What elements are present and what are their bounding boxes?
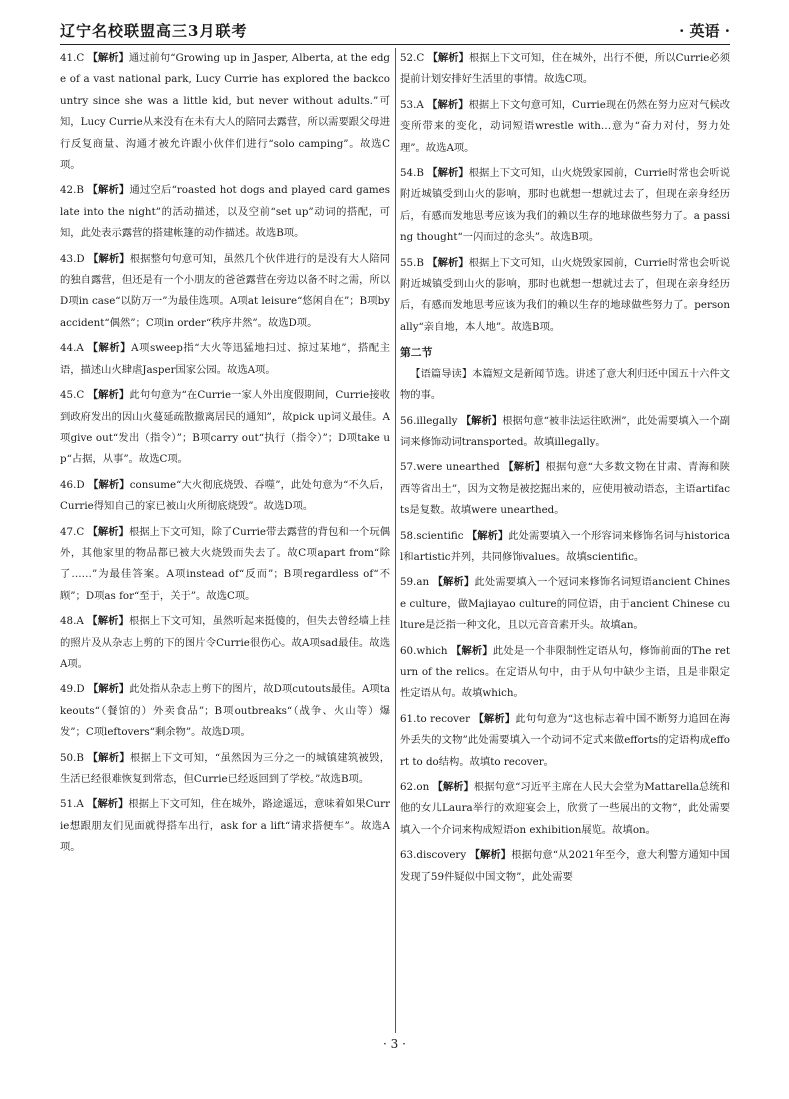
answer-entry (60, 522, 390, 608)
answer-choice: to recover (416, 712, 470, 725)
analysis-tag: 【解析】 (87, 525, 129, 538)
analysis-text: 根据上下文可知，虽然听起来挺傻的，但失去曾经墙上挂的照片及从杂志上剪的下的图片令Currie很伤心。故A项sad最佳。故选A项。 (60, 615, 390, 670)
answer-choice: C (76, 52, 85, 64)
answer-choice: B (76, 184, 84, 197)
analysis-tag: 【解析】 (87, 389, 130, 402)
answer-choice: were unearthed (416, 461, 500, 474)
analysis-text: 根据上下文可知，山火烧毁家园前，Currie时常也会听说附近城镇受到山火的影响，那时也就想一想就过去了，但现在亲身经历后，有感而发地思考应该为我们的赖以生存的地球做些努力了。a passing thought“一闪而过的念头”。故选B项。 (400, 167, 730, 244)
analysis-tag: 【解析】 (87, 615, 130, 628)
answer-entry (400, 253, 730, 339)
answer-choice: A (76, 342, 84, 355)
question-number: 48. (60, 615, 77, 628)
analysis-tag: 【解析】 (427, 256, 469, 269)
analysis-text: 根据句意“被非法运往欧洲”，此处需要填入一个副词来修饰动词transported。故填illegally。 (400, 414, 730, 448)
answer-entry (400, 526, 730, 569)
question-number: 47. (60, 525, 77, 538)
passage-guide: 【语篇导读】本篇短文是新闻节选。讲述了意大利归还中国五十六件文物的事。 (400, 367, 730, 402)
left-column (60, 48, 390, 1048)
analysis-text: 根据上下文可知，除了Currie带去露营的背包和一个玩偶外，其他家里的物品都已被大火烧毁而失去了。故C项apart from“除了……”为最佳答案。A项instead of“反而”；B项regardless of“不顾”；D项as for“至于，关于”。故选C项。 (60, 525, 390, 602)
answer-entry (400, 457, 730, 521)
analysis-text: 此句句意为“这也标志着中国不断努力追回在海外丢失的文物”此处需要填入一个动词不定式来做efforts的定语构成effort to do结构。故填to recover。 (400, 712, 730, 768)
analysis-tag: 【解析】 (427, 52, 469, 64)
answer-choice: C (416, 52, 425, 64)
analysis-tag: 【解析】 (87, 52, 129, 64)
column-divider (395, 48, 396, 1033)
analysis-text: 根据上下文可知，“虽然因为三分之一的城镇建筑被毁，生活已经很难恢复到常态，但Currie已经返回到了学校。”故选B项。 (60, 751, 390, 785)
analysis-text: 此处需要填入一个冠词来修饰名词短语ancient Chinese culture，做Majiayao culture的同位语，由于ancient Chinese culture是泛指一种文化，且以元音音素开头。故填an。 (400, 576, 730, 632)
answer-entry (60, 180, 390, 244)
answer-choice: B (76, 751, 84, 764)
analysis-text: 此句句意为“在Currie一家人外出度假期间，Currie接收到政府发出的因山火蔓延疏散撤离居民的通知”，故pick up词义最佳。A项give out“发出（指令）”；B项carry out“执行（指令）”；D项take up“占据，从事”。故选C项。 (60, 389, 390, 466)
answer-choice: A (76, 615, 84, 628)
question-number: 61. (400, 712, 417, 725)
analysis-text: 根据句意“习近平主席在人民大会堂为Mattarella总统和他的女儿Laura举行的欢迎宴会上，欣赏了一些展出的文物”，此处需要填入一个介词来构成短语on exhibition展览。故填on。 (400, 781, 730, 836)
question-number: 55. (400, 256, 417, 269)
analysis-text: consume“大火彻底烧毁、吞噬”，此处句意为“不久后，Currie得知自己的家已被山火所彻底烧毁”。故选D项。 (60, 478, 390, 513)
right-entries-top (400, 48, 730, 338)
answer-choice: B (416, 167, 424, 180)
analysis-text: 根据句意“从2021年至今，意大利警方通知中国发现了59件疑似中国文物”，此处需要 (400, 849, 730, 883)
analysis-tag: 【解析】 (87, 342, 132, 355)
right-entries-bottom (400, 411, 730, 889)
analysis-tag: 【解析】 (450, 644, 493, 657)
question-number: 60. (400, 644, 417, 657)
answer-choice: B (416, 256, 424, 269)
analysis-text: 根据整句句意可知，虽然几个伙伴进行的是没有大人陪同的独自露营，但还是有一个小朋友的爸爸露营在旁边以备不时之需，所以D项in case“以防万一”为最佳选项。A项at leisure“悠闲自在”；B项by accident“偶然”；C项in order“秩序井然”。故选D项。 (60, 252, 390, 329)
analysis-text: 根据上下文可知，住在城外，路途遥远，意味着如果Currie想跟朋友们见面就得搭车出行，ask for a lift“请求搭便车”。故选A项。 (60, 798, 390, 854)
answer-entry (400, 163, 730, 249)
analysis-text: 通过前句“Growing up in Jasper, Alberta, at the edge of a vast national park, Lucy Currie has explored the backcountry since she was a little kid, but never without adults.”可知，Lucy Currie从来没有在未有大人的陪同去露营，所以需要跟父母进行反复商量、沟通才被允许跟小伙伴们进行“solo camping”。故选C项。 (60, 52, 390, 172)
answer-entry (60, 338, 390, 381)
analysis-tag: 【解析】 (432, 576, 475, 589)
analysis-text: 根据上下文可知，住在城外，出行不便，所以Currie必须提前计划安排好生活里的事情。故选C项。 (400, 52, 730, 86)
page-header (60, 18, 730, 45)
analysis-text: 根据上下文可知，山火烧毁家园前，Currie时常也会听说附近城镇受到山火的影响，那时也就想一想就过去了，但现在亲身经历后，有感而发地思考应该为我们的赖以生存的地球做些努力了。personally“亲自地，本人地”。故选B项。 (400, 256, 730, 333)
analysis-tag: 【解析】 (427, 167, 469, 180)
analysis-tag: 【解析】 (503, 461, 546, 474)
question-number: 45. (60, 389, 77, 402)
answer-entry (400, 411, 730, 454)
question-number: 50. (60, 751, 77, 764)
question-number: 59. (400, 576, 417, 589)
analysis-text: 此处指从杂志上剪下的图片，故D项cutouts最佳。A项takeouts“（餐馆的）外卖食品”；B项outbreaks“（战争、火山等）爆发”；C项leftovers“剩余物”。故选D项。 (60, 683, 390, 739)
analysis-tag: 【解析】 (88, 252, 130, 265)
analysis-tag: 【解析】 (469, 849, 512, 862)
answer-choice: D (76, 683, 85, 696)
analysis-text: 根据句意“大多数文物在甘肃、青海和陕西等省出土”，因为文物是被挖掘出来的，应使用被动语态，主语artifacts是复数。故填were unearthed。 (400, 461, 730, 517)
answer-entry (400, 641, 730, 705)
answer-entry (400, 95, 730, 159)
analysis-tag: 【解析】 (87, 184, 130, 197)
analysis-tag: 【解析】 (473, 712, 516, 725)
answer-choice: discovery (416, 849, 467, 862)
answer-entry (400, 845, 730, 888)
answer-choice: C (76, 525, 85, 538)
analysis-tag: 【解析】 (87, 798, 129, 811)
section-title: 第二节 (400, 346, 433, 360)
answer-choice: A (76, 798, 84, 811)
answer-entry (400, 572, 730, 636)
analysis-text: 根据上下文句意可知，Currie现在仍然在努力应对气候改变所带来的变化，动词短语wrestle with…意为“奋力对付，努力处理”。故选A项。 (400, 98, 730, 154)
question-number: 53. (400, 98, 417, 111)
answer-entry (60, 748, 390, 791)
question-number: 49. (60, 683, 77, 696)
analysis-tag: 【解析】 (427, 98, 469, 111)
answer-entry (400, 709, 730, 773)
analysis-text: 此处需要填入一个形容词来修饰名词与historical和artistic并列，共同修饰values。故填scientific。 (400, 529, 730, 563)
question-number: 44. (60, 342, 77, 355)
question-number: 43. (60, 252, 77, 265)
question-number: 58. (400, 529, 417, 542)
analysis-tag: 【解析】 (87, 683, 130, 696)
answer-choice: an (416, 576, 430, 589)
analysis-tag: 【解析】 (87, 751, 131, 764)
exam-title: 辽宁名校联盟高三3月联考 (60, 22, 248, 40)
answer-entry (60, 475, 390, 518)
question-number: 51. (60, 798, 77, 811)
answer-entry (60, 611, 390, 675)
question-number: 42. (60, 184, 77, 197)
question-number: 52. (400, 52, 417, 64)
question-number: 63. (400, 849, 417, 862)
answer-choice: which (416, 644, 448, 657)
answer-entry (60, 48, 390, 176)
subject-label: · 英语 · (679, 22, 730, 40)
question-number: 54. (400, 167, 417, 180)
answer-choice: D (76, 478, 85, 491)
answer-choice: illegally (416, 414, 458, 427)
answer-choice: on (416, 781, 430, 793)
question-number: 56. (400, 414, 417, 427)
answer-entry (60, 794, 390, 858)
analysis-text: 通过空后“roasted hot dogs and played card games late into the night”的活动描述，以及空前“set up”动词的搭配，可知，此处表示露营的搭建帐篷的动作描述。故选B项。 (60, 184, 390, 240)
analysis-tag: 【解析】 (88, 478, 130, 491)
answer-entry (60, 249, 390, 335)
analysis-tag: 【解析】 (460, 414, 503, 427)
question-number: 62. (400, 781, 417, 793)
analysis-text: 此处是一个非限制性定语从句，修饰前面的The return of the relics。在定语从句中，由于从句中缺少主语，且是非限定性定语从句。故填which。 (400, 644, 730, 700)
answer-choice: A (416, 98, 424, 111)
answer-choice: C (76, 389, 85, 402)
right-column (400, 48, 730, 1048)
answer-entry (400, 777, 730, 841)
question-number: 46. (60, 478, 77, 491)
question-number: 41. (60, 52, 77, 64)
analysis-text: A项sweep指“大火等迅猛地扫过、掠过某地”，搭配主语，描述山火肆虐Jasper国家公园。故选A项。 (60, 342, 390, 376)
question-number: 57. (400, 461, 417, 474)
answer-entry (400, 48, 730, 91)
analysis-tag: 【解析】 (432, 781, 474, 793)
answer-entry (60, 679, 390, 743)
answer-choice: scientific (416, 529, 464, 542)
page-number: · 3 · (383, 1037, 406, 1051)
answer-entry (60, 385, 390, 471)
analysis-tag: 【解析】 (466, 529, 509, 542)
answer-choice: D (76, 252, 85, 265)
